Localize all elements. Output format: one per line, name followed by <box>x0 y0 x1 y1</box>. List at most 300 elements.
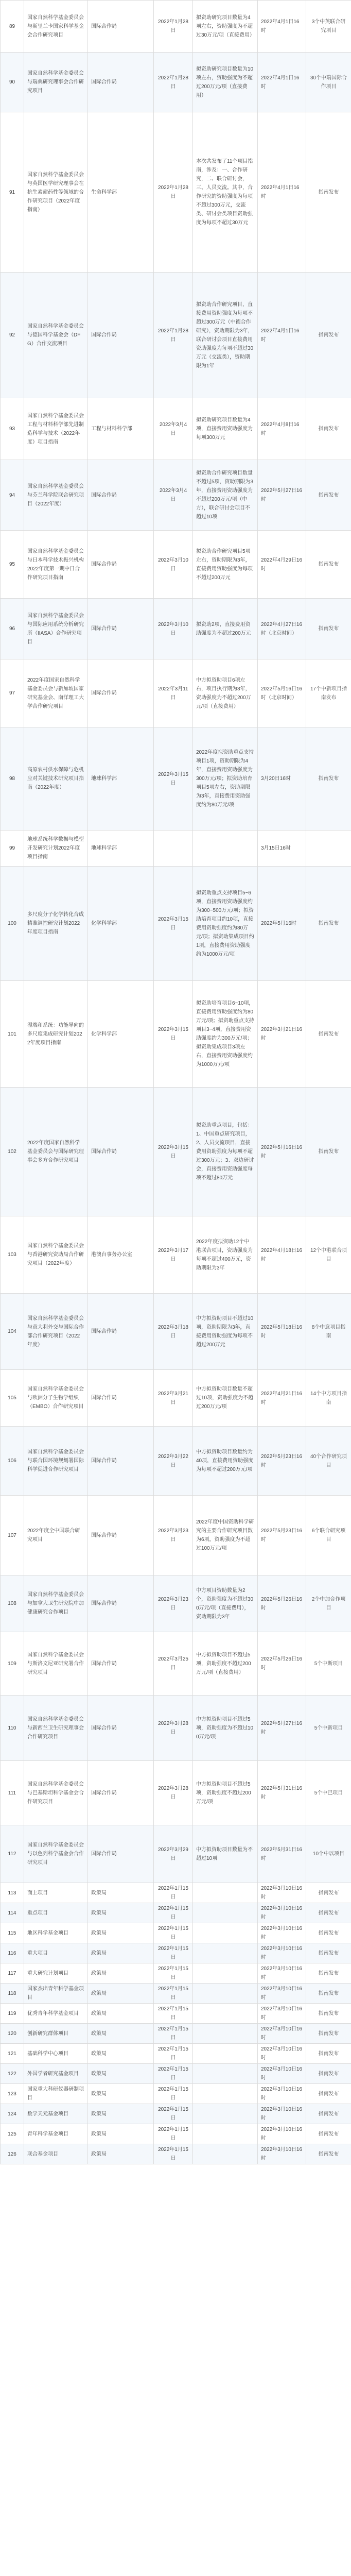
department-cell: 国际合作局 <box>88 1761 154 1825</box>
table-row <box>1 1696 351 1761</box>
deadline-cell: 2022年5月16日16时（北京时间） <box>258 659 306 727</box>
release-date-cell: 2022年3月28日 <box>154 1761 193 1825</box>
table-row <box>1 1963 351 1984</box>
funding-description-cell <box>193 831 258 867</box>
table-row <box>1 2084 351 2104</box>
funding-description-cell <box>193 1984 258 2004</box>
notes-cell: 指南发布 <box>306 2124 351 2144</box>
notes-cell: 指南发布 <box>306 2064 351 2084</box>
project-title-cell: 国家自然科学基金委员会与新西兰卫生研究理事会合作研究项目 <box>24 1696 88 1761</box>
row-number-cell: 99 <box>1 831 24 867</box>
table-row <box>1 727 351 831</box>
notes-cell[interactable]: 30个中瑞国际合作项目 <box>306 53 351 112</box>
notes-cell: 指南发布 <box>306 2084 351 2104</box>
row-number-cell: 122 <box>1 2064 24 2084</box>
department-cell: 政策局 <box>88 1923 154 1943</box>
row-number-cell: 101 <box>1 981 24 1088</box>
deadline-cell: 2022年4月1日16时 <box>258 273 306 398</box>
project-title-cell: 湿端和系统：功能导向的多尺度集成研究计划2022年度项目指南 <box>24 981 88 1088</box>
project-title-cell: 面上项目 <box>24 1883 88 1903</box>
table-row <box>1 1923 351 1943</box>
notes-cell: 指南发布 <box>306 1883 351 1903</box>
funding-description-cell: 中方项目资助数量为2个，资助强度为不超过300万元/项（直接费用），资助期限为3年 <box>193 1575 258 1632</box>
row-number-cell: 96 <box>1 599 24 659</box>
row-number-cell: 107 <box>1 1496 24 1575</box>
table-row <box>1 1370 351 1427</box>
department-cell: 政策局 <box>88 2024 154 2044</box>
release-date-cell: 2022年3月15日 <box>154 1088 193 1216</box>
release-date-cell: 2022年3月18日 <box>154 1294 193 1370</box>
release-date-cell <box>154 831 193 867</box>
notes-cell: 指南发布 <box>306 727 351 831</box>
department-cell: 政策局 <box>88 2004 154 2024</box>
department-cell: 国际合作局 <box>88 1 154 53</box>
department-cell: 国际合作局 <box>88 1427 154 1496</box>
notes-cell: 指南发布 <box>306 1984 351 2004</box>
funding-description-cell: 中方拟资助项目不超过5项，资助强度为不超过100万元/项 <box>193 1696 258 1761</box>
deadline-cell: 2022年5月23日16时 <box>258 1427 306 1496</box>
release-date-cell: 2022年3月4日 <box>154 398 193 460</box>
release-date-cell: 2022年1月15日 <box>154 2044 193 2064</box>
table-row <box>1 2124 351 2144</box>
table-row <box>1 273 351 398</box>
department-cell: 政策局 <box>88 1963 154 1984</box>
department-cell: 地球科学部 <box>88 831 154 867</box>
funding-description-cell: 拟资助研究项目数量为10项左右，资助强度为不超过200万元/项（直接费用） <box>193 53 258 112</box>
funding-description-cell: 中方拟资助项目6项左右，项目执行期为3年，资助强度为不超过200万元/项（直接费用） <box>193 659 258 727</box>
row-number-cell: 114 <box>1 1903 24 1923</box>
table-row <box>1 460 351 531</box>
notes-cell[interactable]: 12个中港联合项目 <box>306 1216 351 1294</box>
row-number-cell: 112 <box>1 1825 24 1883</box>
release-date-cell: 2022年3月25日 <box>154 1632 193 1696</box>
row-number-cell: 111 <box>1 1761 24 1825</box>
notes-cell[interactable]: 14个中方项目指南 <box>306 1370 351 1427</box>
row-number-cell: 104 <box>1 1294 24 1370</box>
funding-description-cell: 中方拟资助项目不超过5项，资助强度不超过200万元/项（直接费用） <box>193 1632 258 1696</box>
notes-cell[interactable]: 2个中加合作项目 <box>306 1575 351 1632</box>
project-title-cell: 创新研究群体项目 <box>24 2024 88 2044</box>
department-cell: 工程与材料科学部 <box>88 398 154 460</box>
notes-cell <box>306 831 351 867</box>
project-title-cell: 高原农村供水保障与危机应对关键技术研究项目指南（2022年度） <box>24 727 88 831</box>
row-number-cell: 89 <box>1 1 24 53</box>
funding-description-cell <box>193 1963 258 1984</box>
release-date-cell: 2022年3月28日 <box>154 1696 193 1761</box>
project-title-cell: 国家杰出青年科学基金项目 <box>24 1984 88 2004</box>
table-row <box>1 2004 351 2024</box>
department-cell: 政策局 <box>88 1984 154 2004</box>
deadline-cell: 2022年5月31日16时 <box>258 1761 306 1825</box>
row-number-cell: 94 <box>1 460 24 531</box>
deadline-cell: 3月20日16时 <box>258 727 306 831</box>
project-title-cell: 国家重大科研仪器研制项目 <box>24 2084 88 2104</box>
notes-cell: 指南发布 <box>306 2024 351 2044</box>
deadline-cell: 2022年4月1日16时 <box>258 1 306 53</box>
funding-description-cell <box>193 2104 258 2124</box>
release-date-cell: 2022年3月21日 <box>154 1370 193 1427</box>
row-number-cell: 119 <box>1 2004 24 2024</box>
project-title-cell: 地球系统科学数据与模型开发研究计划2022年度项目指南 <box>24 831 88 867</box>
department-cell: 国际合作局 <box>88 659 154 727</box>
department-cell: 国际合作局 <box>88 1370 154 1427</box>
project-title-cell: 国家自然科学基金委员会与英国医学研究理事会在抗生素耐药性等领域的合作研究项目（2022年度指南） <box>24 112 88 273</box>
notes-cell[interactable]: 17个中新项目指南发布 <box>306 659 351 727</box>
table-row <box>1 398 351 460</box>
notes-cell[interactable]: 5个中新项目 <box>306 1696 351 1761</box>
table-row <box>1 659 351 727</box>
notes-cell: 指南发布 <box>306 2044 351 2064</box>
notes-cell: 指南发布 <box>306 1088 351 1216</box>
funding-description-cell: 2022年度拟资助12个中港联合项目，资助强度为每项不超过400万元，资助期限为3年 <box>193 1216 258 1294</box>
release-date-cell: 2022年3月23日 <box>154 1575 193 1632</box>
deadline-cell: 2022年4月29日16时 <box>258 531 306 599</box>
funding-description-cell <box>193 2064 258 2084</box>
table-row <box>1 2144 351 2164</box>
release-date-cell: 2022年3月17日 <box>154 1216 193 1294</box>
deadline-cell: 2022年3月10日16时 <box>258 1903 306 1923</box>
table-row <box>1 981 351 1088</box>
project-title-cell: 重大研究计划项目 <box>24 1963 88 1984</box>
release-date-cell: 2022年1月15日 <box>154 2084 193 2104</box>
funding-description-cell: 拟资助研究项目数量为4项，直接费用资助强度为每项300万元 <box>193 398 258 460</box>
project-title-cell: 国家自然科学基金委员会与国际应用系统分析研究所（IIASA）合作研究项目 <box>24 599 88 659</box>
department-cell: 地球科学部 <box>88 727 154 831</box>
notes-cell: 指南发布 <box>306 531 351 599</box>
release-date-cell: 2022年1月28日 <box>154 273 193 398</box>
project-title-cell: 国家自然科学基金委员会与加拿大卫生研究院中加健康研究合作项目 <box>24 1575 88 1632</box>
funding-description-cell: 拟资助重点项目，包括：1、中国重点研究项目，2、人员交流项目，直接费用资助强度为每项不超过300万元；3、双边研讨会，直接费用资助强度每项不超过80万元 <box>193 1088 258 1216</box>
row-number-cell: 126 <box>1 2144 24 2164</box>
project-title-cell: 国家自然科学基金委员会与日本科学技术振兴机构2022年度第一期中日合作研究项目指南 <box>24 531 88 599</box>
deadline-cell: 2022年3月10日16时 <box>258 2124 306 2144</box>
table-row <box>1 1496 351 1575</box>
table-row <box>1 2104 351 2124</box>
release-date-cell: 2022年3月4日 <box>154 460 193 531</box>
funding-description-cell <box>193 1943 258 1963</box>
deadline-cell: 2022年5月26日16时 <box>258 1575 306 1632</box>
row-number-cell: 106 <box>1 1427 24 1496</box>
release-date-cell: 2022年3月10日 <box>154 599 193 659</box>
table-row <box>1 867 351 981</box>
deadline-cell: 2022年3月10日16时 <box>258 2044 306 2064</box>
department-cell: 政策局 <box>88 2064 154 2084</box>
row-number-cell: 92 <box>1 273 24 398</box>
row-number-cell: 120 <box>1 2024 24 2044</box>
row-number-cell: 97 <box>1 659 24 727</box>
notes-cell: 指南发布 <box>306 398 351 460</box>
department-cell: 国际合作局 <box>88 460 154 531</box>
release-date-cell: 2022年1月15日 <box>154 2024 193 2044</box>
table-row <box>1 1883 351 1903</box>
row-number-cell: 118 <box>1 1984 24 2004</box>
department-cell: 国际合作局 <box>88 273 154 398</box>
project-title-cell: 国家自然科学基金委员会与德国科学基金会（DFG）合作交流项目 <box>24 273 88 398</box>
release-date-cell: 2022年1月15日 <box>154 2124 193 2144</box>
row-number-cell: 98 <box>1 727 24 831</box>
release-date-cell: 2022年1月15日 <box>154 2104 193 2124</box>
department-cell: 政策局 <box>88 2084 154 2104</box>
notes-cell: 指南发布 <box>306 599 351 659</box>
table-row <box>1 1761 351 1825</box>
deadline-cell: 2022年5月26日16时 <box>258 1632 306 1696</box>
project-title-cell: 基础科学中心项目 <box>24 2044 88 2064</box>
funding-description-cell <box>193 2144 258 2164</box>
project-title-cell: 国家自然科学基金委员会与巴基斯坦科学基金会合作研究项目 <box>24 1761 88 1825</box>
table-body <box>1 1 351 2164</box>
funding-description-cell: 中方拟资助项目不超过10项，资助期限为3年，直接费用资助强度为每项不超过200万元 <box>193 1294 258 1370</box>
notes-cell: 指南发布 <box>306 2104 351 2124</box>
project-title-cell: 2022年度全中国联合研究项目 <box>24 1496 88 1575</box>
department-cell: 化学科学部 <box>88 867 154 981</box>
table-row <box>1 1294 351 1370</box>
notes-cell: 指南发布 <box>306 867 351 981</box>
deadline-cell: 2022年3月10日16时 <box>258 2024 306 2044</box>
row-number-cell: 124 <box>1 2104 24 2124</box>
notes-cell: 指南发布 <box>306 2004 351 2024</box>
department-cell: 化学科学部 <box>88 981 154 1088</box>
department-cell: 国际合作局 <box>88 1088 154 1216</box>
funding-description-cell: 拟资助合作研究项目，直接费用资助强度为每项不超过300万元（中德合作研究），资助期限为3年，联合研讨会项目直接费用资助强度为每项不超过30万元（交流类），资助期限为1年 <box>193 273 258 398</box>
deadline-cell: 2022年4月1日16时 <box>258 53 306 112</box>
table-row <box>1 1943 351 1963</box>
department-cell: 政策局 <box>88 2144 154 2164</box>
release-date-cell: 2022年1月15日 <box>154 2064 193 2084</box>
deadline-cell: 2022年3月21日16时 <box>258 981 306 1088</box>
notes-cell: 指南发布 <box>306 460 351 531</box>
table-row <box>1 1575 351 1632</box>
deadline-cell: 2022年5月27日16时 <box>258 1696 306 1761</box>
row-number-cell: 110 <box>1 1696 24 1761</box>
row-number-cell: 100 <box>1 867 24 981</box>
table-row <box>1 599 351 659</box>
funding-description-cell <box>193 1903 258 1923</box>
department-cell: 政策局 <box>88 2124 154 2144</box>
deadline-cell: 2022年3月10日16时 <box>258 2064 306 2084</box>
deadline-cell: 2022年3月10日16时 <box>258 2004 306 2024</box>
notes-cell: 指南发布 <box>306 1943 351 1963</box>
row-number-cell: 116 <box>1 1943 24 1963</box>
notes-cell[interactable]: 6个联合研究项目 <box>306 1496 351 1575</box>
release-date-cell: 2022年1月15日 <box>154 1943 193 1963</box>
funding-description-cell: 拟资助重点支持项目5~6项，直接费用资助强度约为300~500万元/项；拟资助培育项目约10项，直接费用资助强度约为80万元/项；拟资助集成项目约1项，直接费用资助强度约为1000万元/项 <box>193 867 258 981</box>
funding-description-cell: 2022年度中国资助科学研究的主要合作研究项目数为6项，资助强度为不超过100万元/项 <box>193 1496 258 1575</box>
funding-description-cell: 拟资助培育项目6~10项，直接费用资助强度约为80万元/项；拟资助重点支持项目3~4项，直接费用资助强度约为300万元/项；拟资助集成项目3项左右，直接费用资助强度约为1000万元/项 <box>193 981 258 1088</box>
funding-description-cell: 本次共发布了11个项目指南，涉及：一、合作研究，二、联合研讨会，三、人员交流。其中，合作研究的资助强度为每项不超过300万元，交流类、研讨会类项目资助强度为每项不超过30万元 <box>193 112 258 273</box>
deadline-cell: 2022年3月10日16时 <box>258 2104 306 2124</box>
row-number-cell: 109 <box>1 1632 24 1696</box>
deadline-cell: 2022年3月10日16时 <box>258 2084 306 2104</box>
deadline-cell: 2022年4月1日16时 <box>258 112 306 273</box>
deadline-cell: 2022年5月16日16时 <box>258 1088 306 1216</box>
funding-description-cell: 中方拟资助项目数量约为40项，直接费用资助强度为每项不超过200万元/项 <box>193 1427 258 1496</box>
notes-cell: 指南发布 <box>306 981 351 1088</box>
department-cell: 政策局 <box>88 1883 154 1903</box>
funding-description-cell <box>193 1883 258 1903</box>
release-date-cell: 2022年1月15日 <box>154 1923 193 1943</box>
notes-cell[interactable]: 3个中英联合研究项目 <box>306 1 351 53</box>
deadline-cell: 2022年3月10日16时 <box>258 1923 306 1943</box>
notes-cell[interactable]: 10个中以项目 <box>306 1825 351 1883</box>
funding-description-cell: 2022年度拟资助重点支持项目1项，资助期限为4年，直接费用资助强度为300万元/项；拟资助培育项目5项左右，资助期限为3年，直接费用资助强度约为80万元/项 <box>193 727 258 831</box>
project-title-cell: 优秀青年科学基金项目 <box>24 2004 88 2024</box>
release-date-cell: 2022年3月29日 <box>154 1825 193 1883</box>
funding-description-cell: 中方拟资助项目不超过5项，资助强度不超过200万元/项 <box>193 1761 258 1825</box>
release-date-cell: 2022年1月15日 <box>154 1963 193 1984</box>
project-title-cell: 国家自然科学基金委员会与斯里兰卡国家科学基金会合作研究项目 <box>24 1 88 53</box>
funding-description-cell <box>193 2084 258 2104</box>
funding-description-cell: 拟资助2项，直接费用资助强度为不超过200万元 <box>193 599 258 659</box>
funding-description-cell <box>193 2124 258 2144</box>
funding-description-cell: 拟资助合作研究项目数量不超过5项，资助期限为3年，直接费用资助强度为不超过200万元/项（中方），联合研讨会项目不超过10项 <box>193 460 258 531</box>
release-date-cell: 2022年1月28日 <box>154 112 193 273</box>
notes-cell: 指南发布 <box>306 273 351 398</box>
project-title-cell: 国家自然科学基金委员会与以色列科学基金会合作研究项目 <box>24 1825 88 1883</box>
deadline-cell: 2022年3月10日16时 <box>258 1883 306 1903</box>
project-title-cell: 联合基金项目 <box>24 2144 88 2164</box>
funding-description-cell: 拟资助合作研究项目5项左右，资助期限为3年，直接费用资助强度为每项不超过200万元 <box>193 531 258 599</box>
deadline-cell: 2022年3月10日16时 <box>258 1963 306 1984</box>
row-number-cell: 117 <box>1 1963 24 1984</box>
table-row <box>1 53 351 112</box>
release-date-cell: 2022年1月28日 <box>154 53 193 112</box>
project-title-cell: 多尺度分子化学转化合成精准调控研究计划2022年度项目指南 <box>24 867 88 981</box>
project-title-cell: 国家自然科学基金委员会与欧洲分子生物学组织（EMBO）合作研究项目 <box>24 1370 88 1427</box>
row-number-cell: 103 <box>1 1216 24 1294</box>
row-number-cell: 113 <box>1 1883 24 1903</box>
funding-description-cell: 拟资助研究项目数量为4项左右，资助强度为不超过30万元/项（直接费用） <box>193 1 258 53</box>
release-date-cell: 2022年3月15日 <box>154 867 193 981</box>
table-row <box>1 1427 351 1496</box>
deadline-cell: 2022年3月10日16时 <box>258 1984 306 2004</box>
release-date-cell: 2022年3月23日 <box>154 1496 193 1575</box>
table-row <box>1 1825 351 1883</box>
notes-cell[interactable]: 8个中意项目指南 <box>306 1294 351 1370</box>
row-number-cell: 105 <box>1 1370 24 1427</box>
deadline-cell: 2022年5月16时 <box>258 867 306 981</box>
row-number-cell: 121 <box>1 2044 24 2064</box>
notes-cell[interactable]: 40个合作研究项目 <box>306 1427 351 1496</box>
row-number-cell: 90 <box>1 53 24 112</box>
release-date-cell: 2022年3月10日 <box>154 531 193 599</box>
deadline-cell: 2022年4月18日16时 <box>258 1216 306 1294</box>
funding-description-cell <box>193 2004 258 2024</box>
notes-cell: 指南发布 <box>306 1963 351 1984</box>
department-cell: 政策局 <box>88 2044 154 2064</box>
notes-cell: 指南发布 <box>306 2144 351 2164</box>
deadline-cell: 2022年4月8日16时 <box>258 398 306 460</box>
project-title-cell: 2022年度国家自然科学基金委员会与新加坡国家研究基金会、南洋理工大学合作研究项目 <box>24 659 88 727</box>
project-title-cell: 2022年度国家自然科学基金委员会与国际研究理事会多方合作研究项目 <box>24 1088 88 1216</box>
department-cell: 港澳台事务办公室 <box>88 1216 154 1294</box>
notes-cell: 指南发布 <box>306 112 351 273</box>
department-cell: 国际合作局 <box>88 1294 154 1370</box>
release-date-cell: 2022年1月15日 <box>154 1883 193 1903</box>
release-date-cell: 2022年3月11日 <box>154 659 193 727</box>
row-number-cell: 91 <box>1 112 24 273</box>
notes-cell[interactable]: 5个中斯项目 <box>306 1632 351 1696</box>
department-cell: 生命科学部 <box>88 112 154 273</box>
funding-description-cell <box>193 2024 258 2044</box>
table-row <box>1 2044 351 2064</box>
funding-description-cell: 中方拟资助项目数量为不超过10项 <box>193 1825 258 1883</box>
row-number-cell: 108 <box>1 1575 24 1632</box>
table-row <box>1 831 351 867</box>
deadline-cell: 2022年5月31日16时 <box>258 1825 306 1883</box>
project-title-cell: 国家自然科学基金委员会与瑞典研究理事会合作研究项目 <box>24 53 88 112</box>
table-row <box>1 1903 351 1923</box>
table-row <box>1 2064 351 2084</box>
project-title-cell: 国家自然科学基金委员会工程与材料科学部先进制造科学与技术（2022年度）项目指南 <box>24 398 88 460</box>
release-date-cell: 2022年1月28日 <box>154 1 193 53</box>
table-row <box>1 2024 351 2044</box>
table-row <box>1 1 351 53</box>
release-date-cell: 2022年1月15日 <box>154 2004 193 2024</box>
deadline-cell: 3月15日16时 <box>258 831 306 867</box>
row-number-cell: 95 <box>1 531 24 599</box>
table-row <box>1 112 351 273</box>
project-title-cell: 国家自然科学基金委员会与芬兰科学院联合研究项目（2022年度） <box>24 460 88 531</box>
project-title-cell: 国家自然科学基金委员会与斯洛文尼亚研究署合作研究项目 <box>24 1632 88 1696</box>
release-date-cell: 2022年1月15日 <box>154 1903 193 1923</box>
department-cell: 国际合作局 <box>88 531 154 599</box>
notes-cell[interactable]: 5个中巴项目 <box>306 1761 351 1825</box>
project-title-cell: 重大项目 <box>24 1943 88 1963</box>
department-cell: 国际合作局 <box>88 1575 154 1632</box>
release-date-cell: 2022年3月22日 <box>154 1427 193 1496</box>
department-cell: 国际合作局 <box>88 599 154 659</box>
project-title-cell: 重点项目 <box>24 1903 88 1923</box>
department-cell: 政策局 <box>88 1943 154 1963</box>
notes-cell: 指南发布 <box>306 1903 351 1923</box>
project-title-cell: 青年科学基金项目 <box>24 2124 88 2144</box>
table-row <box>1 1984 351 2004</box>
release-date-cell: 2022年3月15日 <box>154 981 193 1088</box>
row-number-cell: 123 <box>1 2084 24 2104</box>
project-title-cell: 国家自然科学基金委员会与联合国环境规划署国际科学促进合作研究项目 <box>24 1427 88 1496</box>
deadline-cell: 2022年5月23日16时 <box>258 1496 306 1575</box>
department-cell: 国际合作局 <box>88 1696 154 1761</box>
deadline-cell: 2022年3月10日16时 <box>258 2144 306 2164</box>
department-cell: 国际合作局 <box>88 1632 154 1696</box>
deadline-cell: 2022年5月27日16时 <box>258 460 306 531</box>
funding-description-cell: 中方拟资助项目数量不超过10项，资助强度为不超过200万元/项 <box>193 1370 258 1427</box>
project-title-cell: 地区科学基金项目 <box>24 1923 88 1943</box>
release-date-cell: 2022年3月15日 <box>154 727 193 831</box>
release-date-cell: 2022年1月15日 <box>154 1984 193 2004</box>
row-number-cell: 93 <box>1 398 24 460</box>
department-cell: 政策局 <box>88 1903 154 1923</box>
row-number-cell: 115 <box>1 1923 24 1943</box>
deadline-cell: 2022年4月21日16时 <box>258 1370 306 1427</box>
table-row <box>1 1216 351 1294</box>
department-cell: 国际合作局 <box>88 53 154 112</box>
funding-description-cell <box>193 2044 258 2064</box>
deadline-cell: 2022年4月27日16时（北京时间） <box>258 599 306 659</box>
row-number-cell: 125 <box>1 2124 24 2144</box>
deadline-cell: 2022年3月10日16时 <box>258 1943 306 1963</box>
funding-description-cell <box>193 1923 258 1943</box>
table-row <box>1 1088 351 1216</box>
department-cell: 国际合作局 <box>88 1825 154 1883</box>
department-cell: 国际合作局 <box>88 1496 154 1575</box>
project-title-cell: 国家自然科学基金委员会与香港研究资助局合作研究项目（2022年度） <box>24 1216 88 1294</box>
project-title-cell: 国家自然科学基金委员会与意大利外交与国际合作部合作研究项目（2022年度） <box>24 1294 88 1370</box>
deadline-cell: 2022年5月18日16时 <box>258 1294 306 1370</box>
notes-cell: 指南发布 <box>306 1923 351 1943</box>
project-title-cell: 数学天元基金项目 <box>24 2104 88 2124</box>
table-row <box>1 531 351 599</box>
